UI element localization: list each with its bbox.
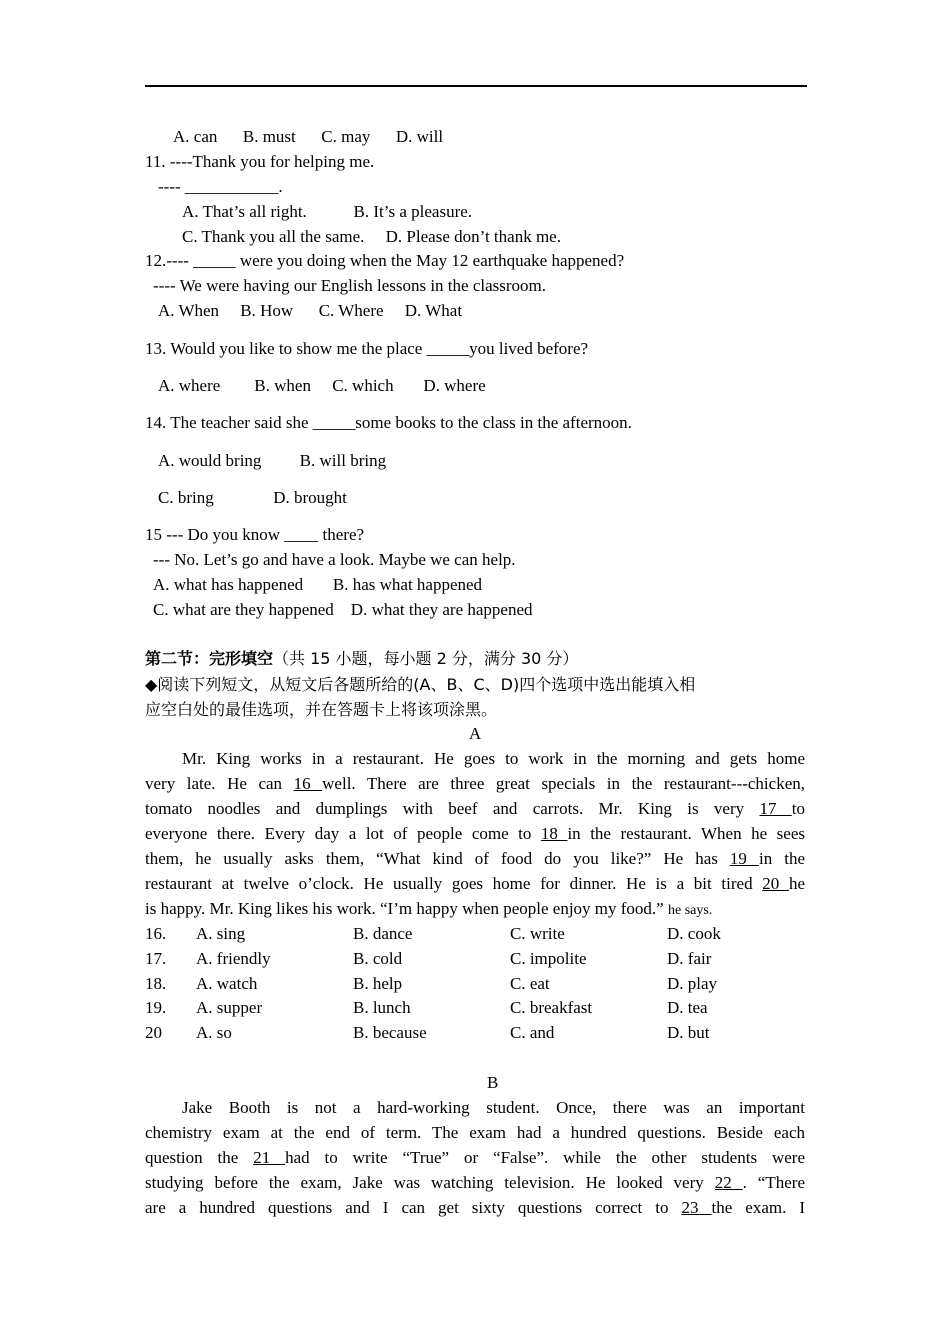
cloze-option-d: D. cook — [667, 924, 721, 943]
cloze-option-d: D. tea — [667, 998, 708, 1018]
passage-a-text: is happy. Mr. King likes his work. “I’m happy when people enjoy my food.” — [145, 899, 668, 918]
q14-question: 14. The teacher said she _____some books to the class in the afternoon. — [145, 413, 632, 432]
cloze-question-number: 17. — [145, 948, 167, 968]
q15-question: 15 --- Do you know ____ there? — [145, 525, 365, 544]
cloze-option-c: C. eat — [510, 973, 550, 993]
passage-a-text: everyone there. Every day a lot of people come to — [145, 824, 541, 843]
passage-a-label: A — [469, 724, 482, 743]
passage-a-line-6 — [145, 873, 805, 895]
passage-a-text: them, he usually asks them, “What kind of food do you like?” He has — [145, 849, 730, 868]
cloze-option-a: A. supper — [196, 998, 263, 1018]
blank-22: 22 — [714, 1173, 743, 1192]
q13-question: 13. Would you like to show me the place _____you lived before? — [145, 339, 589, 358]
section2-title: 第二节：完形填空 — [145, 649, 274, 668]
blank-20: 20 — [762, 874, 789, 893]
cloze-option-d: D. fair — [667, 948, 712, 968]
passage-a-line-2 — [145, 773, 805, 795]
section2-instruction-1: ◆阅读下列短文，从短文后各题所给的(A、B、C、D)四个选项中选出能填入相 — [145, 675, 696, 694]
q14-options-1: A. would bring B. will bring — [158, 451, 387, 470]
q11-options-2: C. Thank you all the same. D. Please don’t thank me. — [182, 227, 561, 246]
q15-options-1: A. what has happened B. has what happened — [153, 575, 483, 594]
header-rule — [145, 85, 807, 87]
q13-options: A. where B. when C. which D. where — [158, 376, 486, 395]
passage-b-line-1: Jake Booth is not a hard-working student. Once, there was an important — [182, 1098, 805, 1117]
passage-b-text: studying before the exam, Jake was watching television. He looked very — [145, 1173, 715, 1192]
q11-answer: ---- ___________. — [158, 177, 283, 196]
q12-options: A. When B. How C. Where D. What — [158, 301, 463, 320]
passage-a-text: well. There are three great specials in the restaurant---chicken, — [322, 774, 805, 793]
blank-16: 16 — [293, 774, 323, 793]
passage-b-text: had to write “True” or “False”. while the other students were — [285, 1148, 805, 1167]
blank-19: 19 — [729, 849, 759, 868]
passage-a-line-5 — [145, 848, 805, 870]
passage-a-text: to — [791, 799, 805, 818]
cloze-option-c: C. write — [510, 924, 565, 943]
passage-b-line-5 — [145, 1197, 805, 1219]
cloze-question-number: 19. — [145, 998, 167, 1018]
cloze-option-c: C. breakfast — [510, 998, 593, 1018]
q15-answer: --- No. Let’s go and have a look. Maybe we can help. — [153, 550, 516, 569]
blank-17: 17 — [759, 799, 792, 818]
passage-b-line-3 — [145, 1147, 805, 1169]
cloze-option-c: C. and — [510, 1023, 555, 1043]
passage-b-line-4 — [145, 1172, 805, 1194]
cloze-option-b: B. because — [353, 1023, 427, 1043]
passage-a-text: tomato noodles and dumplings with beef and carrots. Mr. King is very — [145, 799, 760, 818]
q10-options: A. can B. must C. may D. will — [173, 127, 444, 146]
passage-a-text: in the — [758, 849, 805, 868]
cloze-option-a: A. friendly — [196, 948, 271, 968]
q15-options-2: C. what are they happened D. what they are happened — [153, 600, 533, 619]
passage-a-text: in the restaurant. When he sees — [567, 824, 805, 843]
section2-instruction-2: 应空白处的最佳选项，并在答题卡上将该项涂黑。 — [145, 700, 498, 719]
cloze-option-a: A. watch — [196, 973, 258, 993]
passage-b-text: question the — [145, 1148, 254, 1167]
q11-options-1: A. That’s all right. B. It’s a pleasure. — [182, 202, 473, 221]
passage-b-text: the exam. I — [711, 1198, 806, 1217]
cloze-option-a: A. sing — [196, 924, 246, 943]
blank-18: 18 — [540, 824, 568, 843]
passage-b-label: B — [487, 1073, 499, 1092]
cloze-option-b: B. lunch — [353, 998, 411, 1018]
blank-23: 23 — [681, 1198, 712, 1217]
cloze-option-d: D. play — [667, 973, 718, 993]
q11-question: 11. ----Thank you for helping me. — [145, 152, 375, 171]
q14-options-2: C. bring D. brought — [158, 488, 347, 507]
cloze-option-a: A. so — [196, 1023, 232, 1043]
cloze-question-number: 18. — [145, 973, 167, 993]
cloze-option-b: B. dance — [353, 924, 413, 943]
q12-answer: ---- We were having our English lessons in the classroom. — [153, 276, 547, 295]
passage-a-text: very late. He can — [145, 774, 294, 793]
passage-a-line-3 — [145, 798, 805, 820]
passage-a-line-1: Mr. King works in a restaurant. He goes to work in the morning and gets home — [182, 749, 805, 768]
section2-title-rest: （共 15 小题，每小题 2 分，满分 30 分） — [273, 649, 579, 668]
passage-a-text: he — [788, 874, 806, 893]
passage-b-line-2: chemistry exam at the end of term. The exam had a hundred questions. Beside each — [145, 1123, 805, 1142]
section2-heading — [145, 648, 578, 670]
cloze-option-d: D. but — [667, 1023, 710, 1043]
cloze-option-b: B. cold — [353, 948, 403, 968]
cloze-option-b: B. help — [353, 973, 403, 993]
passage-a-text-small: he says. — [667, 903, 713, 918]
passage-a-line-7 — [145, 898, 712, 922]
passage-b-text: . “There — [742, 1173, 805, 1192]
cloze-question-number: 20 — [145, 1023, 162, 1043]
passage-a-text: restaurant at twelve o’clock. He usually goes home for dinner. He is a bit tired — [145, 874, 763, 893]
cloze-question-number: 16. — [145, 924, 167, 943]
passage-b-text: are a hundred questions and I can get sixty questions correct to — [145, 1198, 682, 1217]
blank-21: 21 — [253, 1148, 286, 1167]
q12-question: 12.---- _____ were you doing when the May 12 earthquake happened? — [145, 251, 625, 270]
passage-a-line-4 — [145, 823, 805, 845]
cloze-option-c: C. impolite — [510, 948, 587, 968]
